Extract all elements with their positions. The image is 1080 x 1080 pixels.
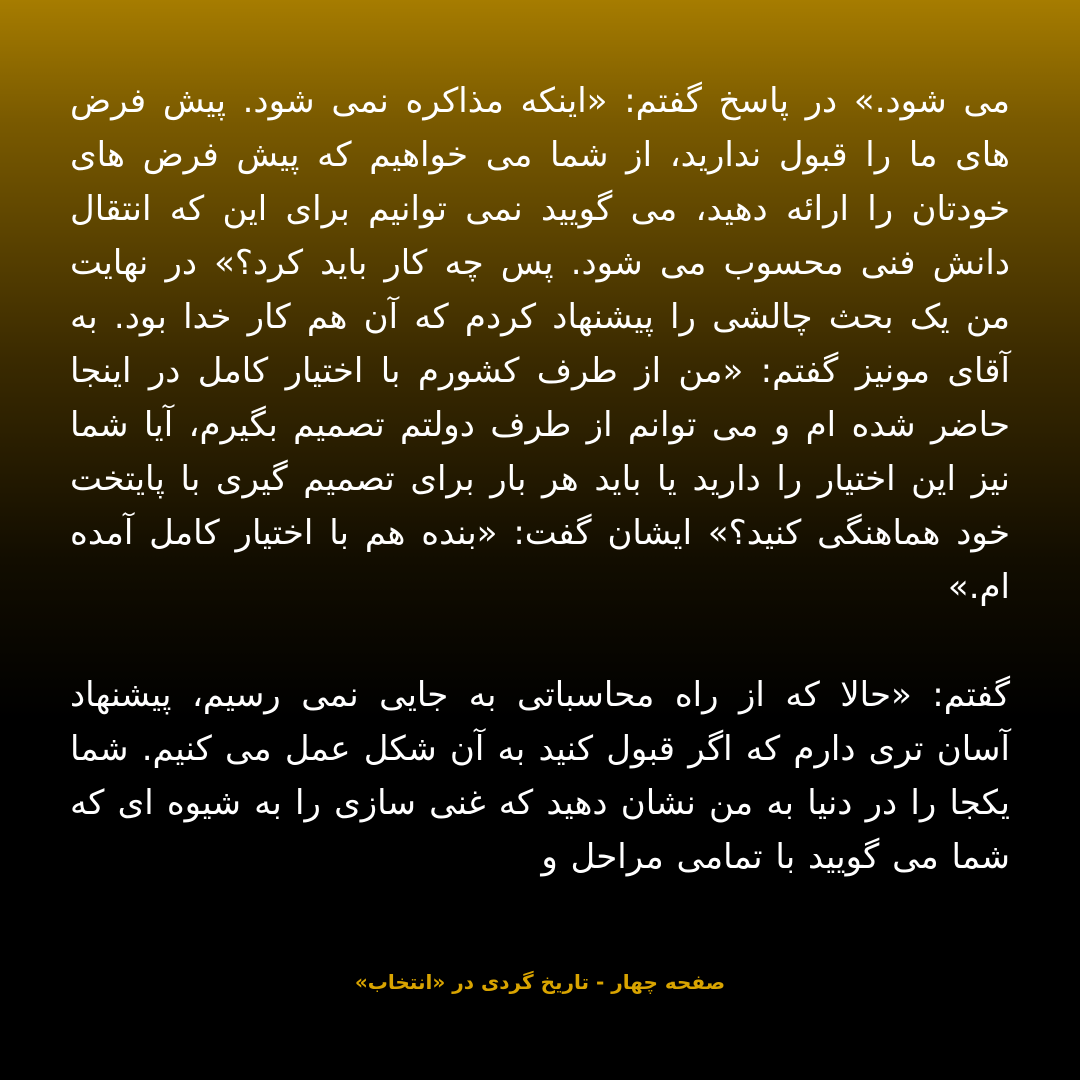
page-footer-caption: صفحه چهار - تاریخ گردی در «انتخاب» (354, 970, 726, 994)
article-paragraph-1: می شود.» در پاسخ گفتم: «اینکه مذاکره نمی شود. پیش فرض های ما را قبول ندارید، از شما می خواهیم که پیش فرض های خودتان را ارائه دهید، می گویید نمی توانیم برای این که انتقال دانش فنی محسوب می شود. پس چه کار باید کرد؟» در نهایت من یک بحث چالشی را پیشنهاد کردم که آن هم کار خدا بود. به آقای مونیز گفتم: «من از طرف کشورم با اختیار کامل در اینجا حاضر شده ام و می توانم از طرف دولتم تصمیم بگیرم، آیا شما نیز این اختیار را دارید یا باید هر بار برای تصمیم گیری با پایتخت خود هماهنگی کنید؟» ایشان گفت: «بنده هم با اختیار کامل آمده ام.» (70, 81, 1010, 607)
article-body (70, 74, 1010, 884)
article-paragraph-2: گفتم: «حالا که از راه محاسباتی به جایی نمی رسیم، پیشنهاد آسان تری دارم که اگر قبول کنید به آن شکل عمل می کنیم. شما یکجا را در دنیا به من نشان دهید که غنی سازی را به شیوه ای که شما می گویید با تمامی مراحل و (70, 675, 1010, 877)
